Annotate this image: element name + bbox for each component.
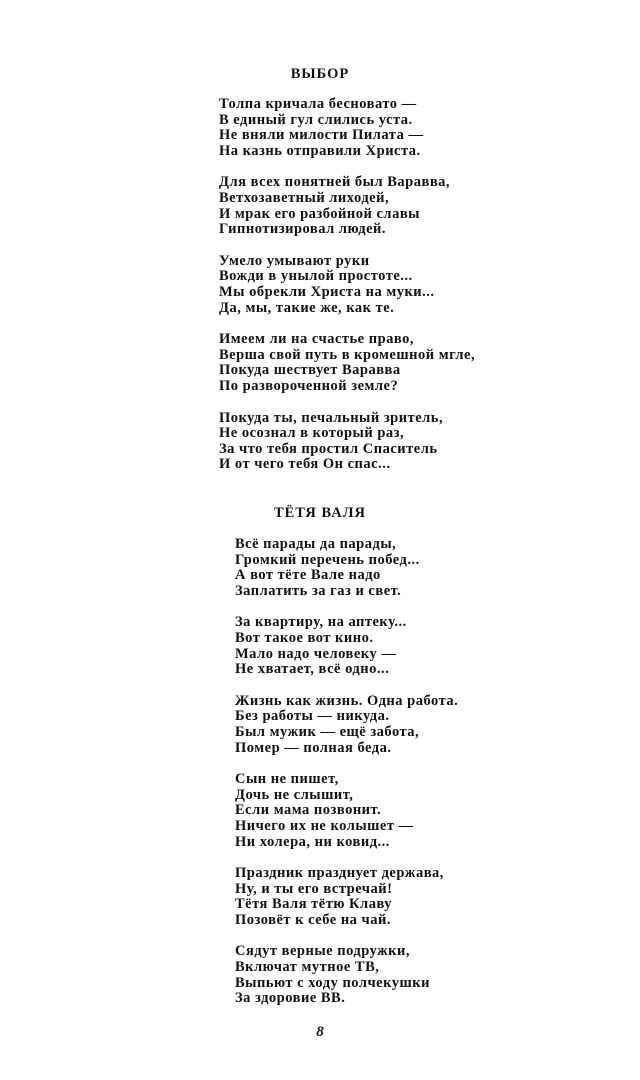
poem-title: ВЫБОР <box>290 66 350 82</box>
poem-line: По развороченной земле? <box>219 377 399 394</box>
poem-line: Громкий перечень побед... <box>235 551 420 568</box>
poem-line: Сядут верные подружки, <box>235 943 411 960</box>
poem-line: Не осознал в который раз, <box>219 425 405 442</box>
poem-line: За что тебя простил Спаситель <box>219 440 438 457</box>
poem-line: Ну, и ты его встречай! <box>235 880 393 897</box>
poem-line: Мы обрекли Христа на муки... <box>219 283 435 300</box>
poem-line: Гипнотизировал людей. <box>219 221 387 238</box>
poem-line: Жизнь как жизнь. Одна работа. <box>235 692 459 709</box>
stanza <box>219 97 475 159</box>
poem-body <box>235 537 458 1007</box>
poem-line: В единый гул слились уста. <box>219 111 413 128</box>
poem-line: Помер — полная беда. <box>235 739 392 756</box>
poem-line: Без работы — никуда. <box>235 708 390 725</box>
poem-line: Тётя Валя тётю Клаву <box>235 896 393 913</box>
poem-line: Ничего их не колышет — <box>235 817 414 834</box>
poem-line: Включат мутное ТВ, <box>235 959 380 976</box>
poem-line: Имеем ли на счастье право, <box>219 331 415 348</box>
poem-body <box>219 97 475 473</box>
stanza <box>235 944 458 1006</box>
poem-line: Праздник празднует держава, <box>235 865 444 882</box>
poem-line: Если мама позвонит. <box>235 802 382 819</box>
poem-line: За квартиру, на аптеку... <box>235 614 407 631</box>
poem-line: И мрак его разбойной славы <box>219 205 420 222</box>
poem-line: Не хватает, всё одно... <box>235 661 390 678</box>
stanza <box>235 537 458 599</box>
poem-line: И от чего тебя Он спас... <box>219 456 391 473</box>
poem-line: Выпьют с ходу полчекушки <box>235 974 430 991</box>
stanza <box>235 772 458 850</box>
stanza <box>235 615 458 677</box>
stanza <box>219 175 475 237</box>
page-number: 8 <box>316 1024 324 1040</box>
poem-line: Мало надо человеку — <box>235 645 397 662</box>
poem-line: Покуда шествует Варавва <box>219 362 401 379</box>
poem-line: На казнь отправили Христа. <box>219 142 421 159</box>
poem-line: Не вняли милости Пилата — <box>219 127 424 144</box>
poem-line: Верша свой путь в кромешной мгле, <box>219 346 476 363</box>
poem-line: Толпа кричала бесновато — <box>219 96 417 112</box>
poem-line: Сын не пишет, <box>235 771 339 788</box>
stanza <box>219 332 475 394</box>
poem-line: Ветхозаветный лиходей, <box>219 189 390 206</box>
poem-line: Был мужик — ещё забота, <box>235 723 420 740</box>
poem-line: Заплатить за газ и свет. <box>235 582 402 599</box>
poem-line: Ни холера, ни ковид... <box>235 833 390 850</box>
poem-line: Да, мы, такие же, как те. <box>219 299 395 316</box>
poem-line: А вот тёте Вале надо <box>235 567 381 584</box>
poem-line: За здоровие ВВ. <box>235 990 346 1007</box>
poem-line: Позовёт к себе на чай. <box>235 911 391 928</box>
poem-line: Для всех понятней был Варавва, <box>219 174 451 191</box>
stanza <box>219 254 475 316</box>
poem-line: Вот такое вот кино. <box>235 629 374 646</box>
poem-title: ТЁТЯ ВАЛЯ <box>273 505 367 521</box>
poem-line: Умело умывают руки <box>219 252 370 269</box>
poem-line: Покуда ты, печальный зритель, <box>219 409 444 426</box>
stanza <box>219 411 475 473</box>
stanza <box>235 694 458 756</box>
poem-line: Дочь не слышит, <box>235 786 354 803</box>
poem-line: Всё парады да парады, <box>235 536 397 552</box>
poem-line: Вожди в унылой простоте... <box>219 268 413 285</box>
stanza <box>235 866 458 928</box>
